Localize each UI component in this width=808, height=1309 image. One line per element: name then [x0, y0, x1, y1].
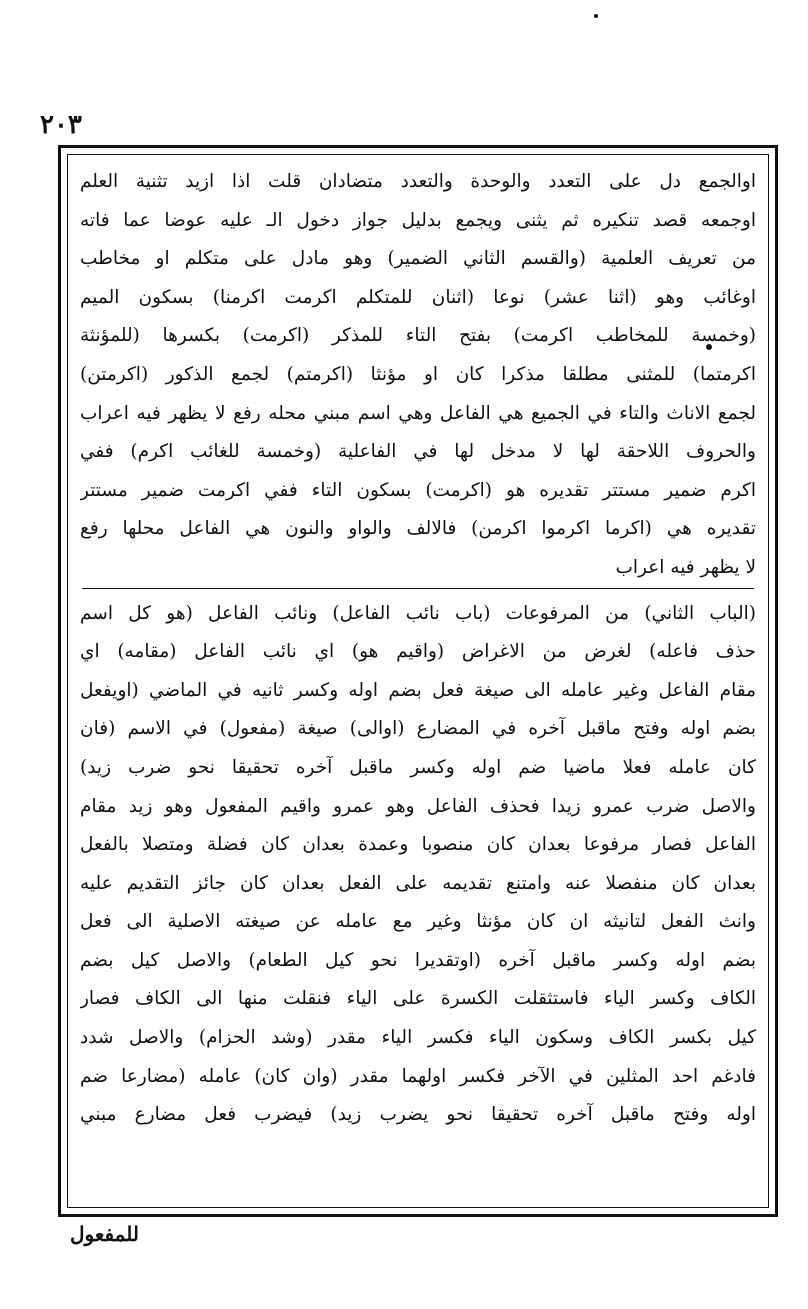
text-frame-inner [67, 154, 769, 1208]
text-line: اوجمعه قصد تنكيره ثم يثنى ويجمع بدليل جواز دخول الـ عليه عوضا عما فاته [80, 209, 756, 231]
text-line: وانث الفعل لتانيثه ان كان مؤنثا وغير مع عامله عن صيغته الاصلية الى فعل [80, 911, 756, 933]
catchword: للمفعول [70, 1222, 139, 1246]
section-divider [82, 588, 754, 595]
text-line: والاصل ضرب عمرو زيدا فحذف الفاعل وهو عمرو واقيم المفعول وهو زيد مقام [80, 795, 756, 817]
text-line: اكرم ضمير مستتر تقديره هو (اكرمت) بسكون التاء ففي اكرمت ضمير مستتر [80, 479, 756, 501]
text-line: من تعريف العلمية (والقسم الثاني الضمير) وهو مادل على متكلم او مخاطب [80, 248, 756, 270]
text-line: والحروف اللاحقة لها لا مدخل لها في الفاعلية (وخمسة للغائب اكرم) ففي [80, 441, 756, 463]
text-line: (وخمسة للمخاطب اكرمت) بفتح التاء للمذكر (اكرمت) بكسرها (للمؤنثة [80, 325, 756, 347]
text-line: اكرمتما) للمثنى مطلقا مذكرا كان او مؤنثا (اكرمتم) لجمع الذكور (اكرمتن) [80, 363, 756, 385]
text-body [80, 163, 756, 1199]
text-line: كيل بكسر الكاف وسكون الياء فكسر الياء مقدر (وشد الحزام) والاصل شدد [80, 1027, 756, 1049]
text-line: اوله وفتح ماقبل آخره تحقيقا نحو يضرب زيد) فيضرب فعل مضارع مبني [80, 1104, 756, 1126]
text-line: تقديره هي (اكرما اكرموا اكرمن) فالالف والواو والنون هي الفاعل محلها رفع [80, 518, 756, 540]
margin-dot [594, 14, 598, 18]
text-line: الكاف وكسر الياء فاستثقلت الكسرة على الياء فنقلت منها الى الكاف فصار [80, 988, 756, 1010]
text-line: بضم اوله وكسر ماقبل آخره (اوتقديرا نحو كيل الطعام) والاصل كيل بضم [80, 949, 756, 971]
text-line: فادغم احد المثلين في الآخر فكسر اولهما مقدر (وان كان) عامله (مضارعا ضم [80, 1065, 756, 1087]
text-line: اوالجمع دل على التعدد والوحدة والتعدد متضادان قلت اذا ازيد تثنية العلم [80, 171, 756, 192]
text-line: مقام الفاعل وغير عامله الى صيغة فعل بضم اوله وكسر ثانيه في الماضي (اويفعل [80, 679, 756, 701]
text-line: لا يظهر فيه اعراب [615, 556, 756, 578]
text-line: اوغائب وهو (اثنا عشر) نوعا (اثنان للمتكلم اكرمت اكرمنا) بسكون الميم [80, 286, 756, 308]
text-line: كان عامله فعلا ماضيا ضم اوله وكسر ماقبل آخره تحقيقا نحو ضرب زيد) [80, 756, 756, 778]
text-line: (الباب الثاني) من المرفوعات (باب نائب الفاعل) ونائب الفاعل (هو كل اسم [80, 602, 756, 624]
text-line: لجمع الاناث والتاء في الجميع هي الفاعل وهي اسم مبني محله رفع لا يظهر فيه اعراب [80, 402, 756, 424]
text-line: بضم اوله وفتح ماقبل آخره في المضارع (اوالى) صيغة (مفعول) في الاسم (فان [80, 718, 756, 740]
text-frame [58, 145, 778, 1217]
page-number: ٢٠٣ [40, 110, 82, 140]
text-line: حذف فاعله) لغرض من الاغراض (واقيم هو) اي نائب الفاعل (مقامه) اي [80, 641, 756, 663]
text-line: الفاعل فصار مرفوعا بعدان كان منصوبا وعمدة بعدان كان فضلة ومتصلا بالفعل [80, 834, 756, 856]
text-line: بعدان كان منفصلا عنه وامتنع تقديمه على الفعل بعدان كان جائز التقديم عليه [80, 872, 756, 894]
